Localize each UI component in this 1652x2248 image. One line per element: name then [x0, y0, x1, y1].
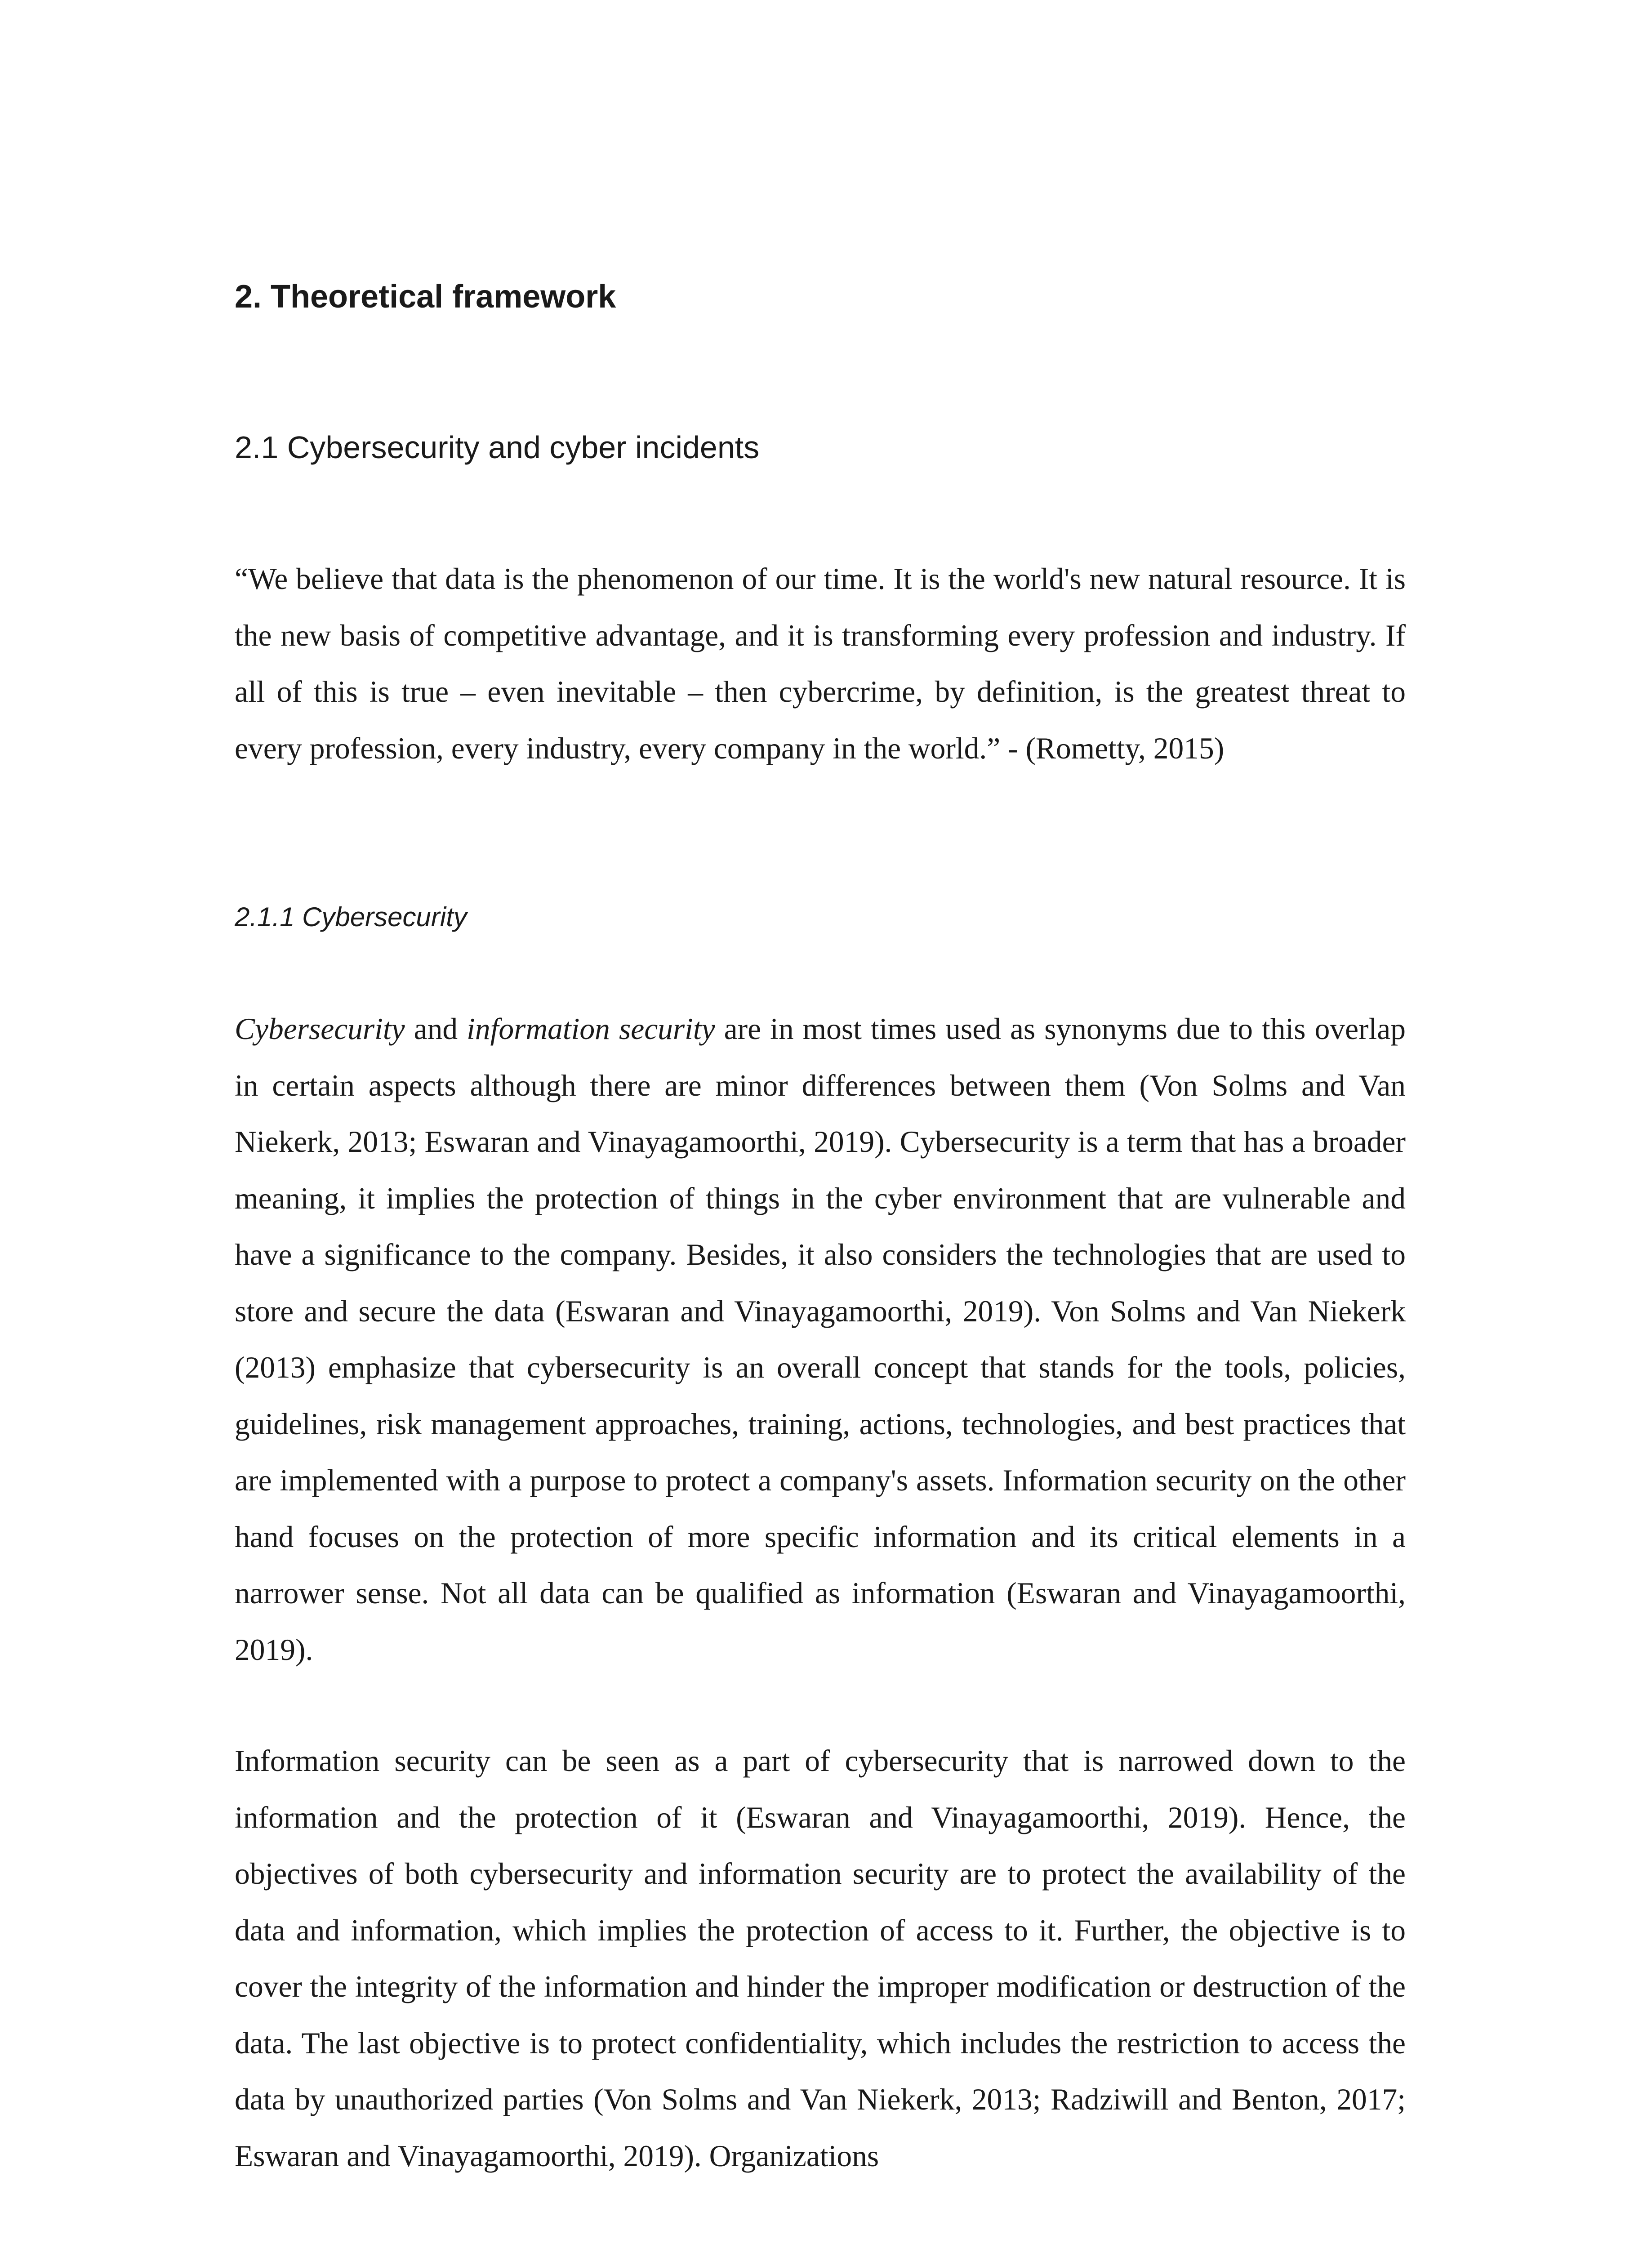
paragraph-joiner-text: and — [405, 1012, 467, 1046]
cybersecurity-paragraph — [235, 1001, 1406, 1678]
chapter-heading: 2. Theoretical framework — [235, 279, 616, 315]
subsection-heading: 2.1.1 Cybersecurity — [235, 902, 467, 932]
information-security-paragraph: Information security can be seen as a part of cybersecurity that is narrowed down to the information and the protection of it (Eswaran and Vinayagamoorthi, 2019). Hence, the objectives of both cybersecurity and information security are to protect the availability of the data and information, which implies the protection of access to it. Further, the objective is to cover the integrity of the information and hinder the improper modification or destruction of the data. The last objective is to protect confidentiality, which includes the restriction to access the data by unauthorized parties (Von Solms and Van Niekerk, 2013; Radziwill and Benton, 2017; Eswaran and Vinayagamoorthi, 2019). Organizations — [235, 1744, 1406, 2173]
term-information-security: information security — [467, 1012, 715, 1046]
paragraph-body-text: are in most times used as synonyms due to this overlap in certain aspects although there are minor differences between them (Von Solms and Van Niekerk, 2013; Eswaran and Vinayagamoorthi, 2019). Cybersecurity is a term that has a broader meaning, it implies the protection of things in the cyber environment that are vulnerable and have a significance to the company. Besides, it also considers the technologies that are used to store and secure the data (Eswaran and Vinayagamoorthi, 2019). Von Solms and Van Niekerk (2013) emphasize that cybersecurity is an overall concept that stands for the tools, policies, guidelines, risk management approaches, training, actions, technologies, and best practices that are implemented with a purpose to protect a company's assets. Information security on the other hand focuses on the protection of more specific information and its critical elements in a narrower sense. Not all data can be qualified as information (Eswaran and Vinayagamoorthi, 2019). — [235, 1012, 1406, 1667]
term-cybersecurity: Cybersecurity — [235, 1012, 405, 1046]
opening-quote-paragraph: “We believe that data is the phenomenon of our time. It is the world's new natural resource. It is the new basis of competitive advantage, and it is transforming every profession and industry. If all of this is true – even inevitable – then cybercrime, by definition, is the greatest threat to every profession, every industry, every company in the world.” - (Rometty, 2015) — [235, 562, 1406, 765]
section-heading: 2.1 Cybersecurity and cyber incidents — [235, 430, 760, 465]
